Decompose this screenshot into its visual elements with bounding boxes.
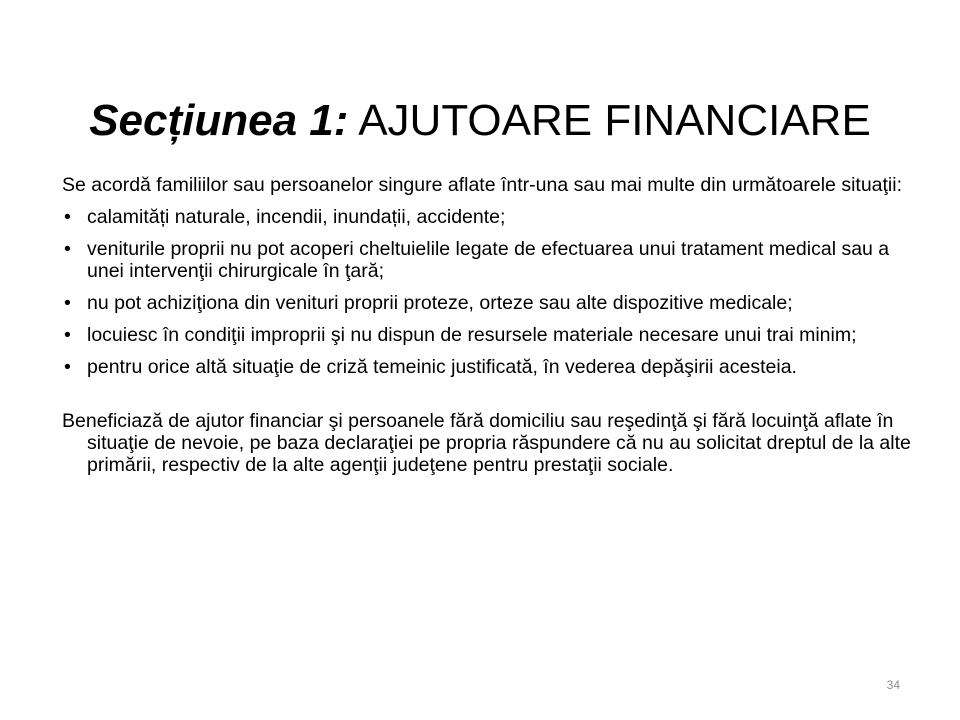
list-item bbox=[62, 206, 912, 228]
list-item-text: pentru orice altă situaţie de criză temeinic justificată, în vederea depăşirii acesteia. bbox=[87, 356, 797, 378]
slide-body bbox=[62, 174, 912, 476]
bullet-icon: • bbox=[64, 238, 71, 260]
list-item bbox=[62, 356, 912, 378]
situations-list bbox=[62, 206, 912, 378]
bullet-icon: • bbox=[64, 292, 71, 314]
list-item bbox=[62, 324, 912, 346]
page-number: 34 bbox=[886, 678, 900, 692]
list-item-text: nu pot achiziţiona din venituri proprii proteze, orteze sau alte dispozitive medicale; bbox=[87, 292, 793, 314]
bullet-icon: • bbox=[64, 206, 71, 228]
list-item bbox=[62, 292, 912, 314]
list-item-text: veniturile proprii nu pot acoperi cheltuielile legate de efectuarea unui tratament medical sau a unei intervenţii chirurgicale în ţară; bbox=[87, 238, 890, 282]
list-item bbox=[62, 238, 912, 282]
bullet-icon: • bbox=[64, 356, 71, 378]
intro-paragraph: Se acordă familiilor sau persoanelor singure aflate într-una sau mai multe din următoarele situaţii: bbox=[62, 174, 903, 196]
bullet-icon: • bbox=[64, 324, 71, 346]
list-item-text: calamități naturale, incendii, inundații, accidente; bbox=[87, 206, 506, 228]
closing-paragraph: Beneficiază de ajutor financiar şi persoanele fără domiciliu sau reşedinţă şi fără locuinţă aflate în situaţie de nevoie, pe baza declaraţiei pe propria răspundere că nu au solicitat dreptul de la alte primării, respectiv de la alte agenţii judeţene pentru prestaţii sociale. bbox=[62, 410, 911, 476]
list-item-text: locuiesc în condiţii improprii şi nu dispun de resursele materiale necesare unui trai minim; bbox=[87, 324, 857, 346]
slide-title bbox=[40, 91, 920, 151]
title-section-label: Secțiunea 1: bbox=[89, 96, 349, 146]
title-heading-text: AJUTOARE FINANCIARE bbox=[348, 96, 871, 146]
